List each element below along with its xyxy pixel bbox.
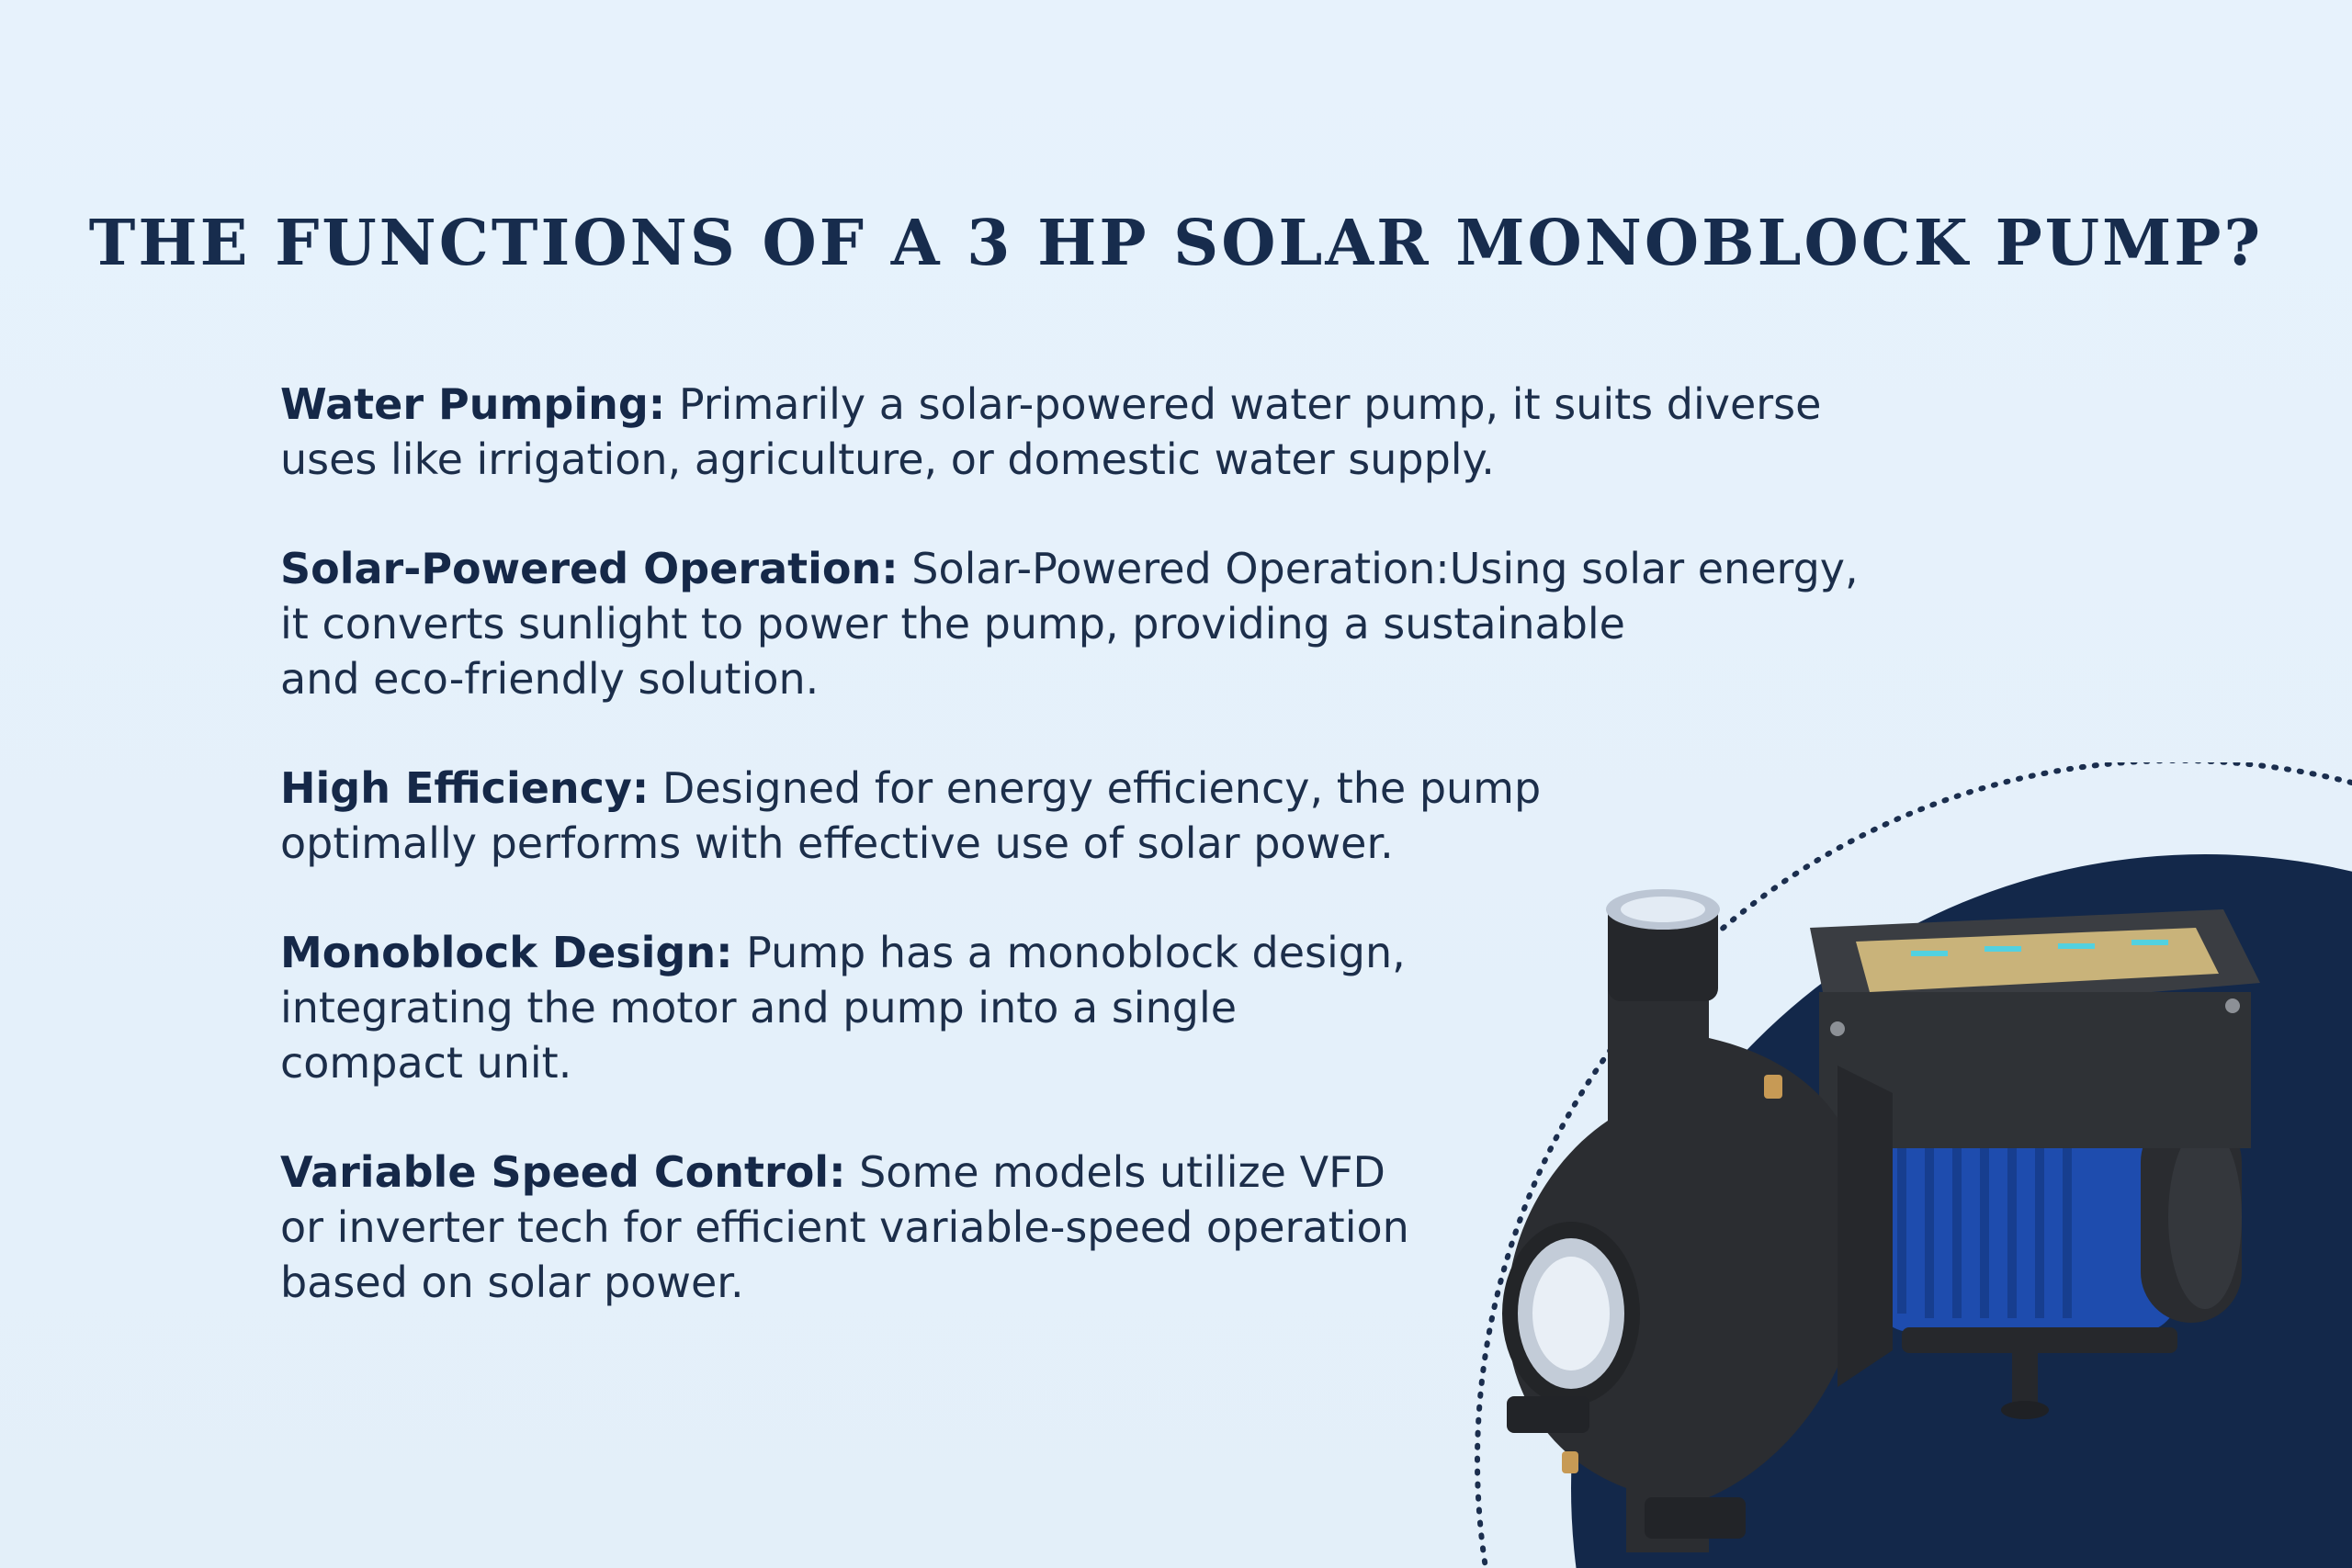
feature-label: High Efficiency:: [280, 763, 650, 813]
feature-text: Designed for energy efficiency, the pump: [649, 763, 1542, 813]
feature-line: uses like irrigation, agriculture, or domestic water supply.: [280, 434, 1495, 484]
page-title: THE FUNCTIONS OF A 3 HP SOLAR MONOBLOCK PUMP?: [88, 207, 2264, 280]
feature-line: integrating the motor and pump into a single: [280, 983, 1238, 1032]
feature-line: based on solar power.: [280, 1258, 744, 1307]
feature-line: it converts sunlight to power the pump, providing a sustainable: [280, 599, 1625, 649]
feature-line: [280, 377, 2026, 432]
feature-label: Solar-Powered Operation:: [280, 544, 899, 593]
feature-line: or inverter tech for efficient variable-speed operation: [280, 1202, 1409, 1252]
feature-text: Some models utilize VFD: [845, 1147, 1385, 1197]
feature-label: Water Pumping:: [280, 379, 666, 429]
pump-visual: [1470, 762, 2352, 1568]
feature-text: Pump has a monoblock design,: [732, 928, 1406, 977]
feature-water-pumping: [280, 377, 2026, 487]
feature-line: optimally performs with effective use of solar power.: [280, 818, 1394, 868]
feature-label: Variable Speed Control:: [280, 1147, 846, 1197]
feature-text: Solar-Powered Operation:Using solar energy,: [898, 544, 1859, 593]
feature-line: and eco-friendly solution.: [280, 654, 820, 704]
feature-text: Primarily a solar-powered water pump, it suits diverse: [665, 379, 1822, 429]
feature-line: [280, 541, 2026, 596]
feature-line: compact unit.: [280, 1038, 572, 1088]
feature-solar-powered-operation: [280, 541, 2026, 706]
feature-label: Monoblock Design:: [280, 928, 733, 977]
